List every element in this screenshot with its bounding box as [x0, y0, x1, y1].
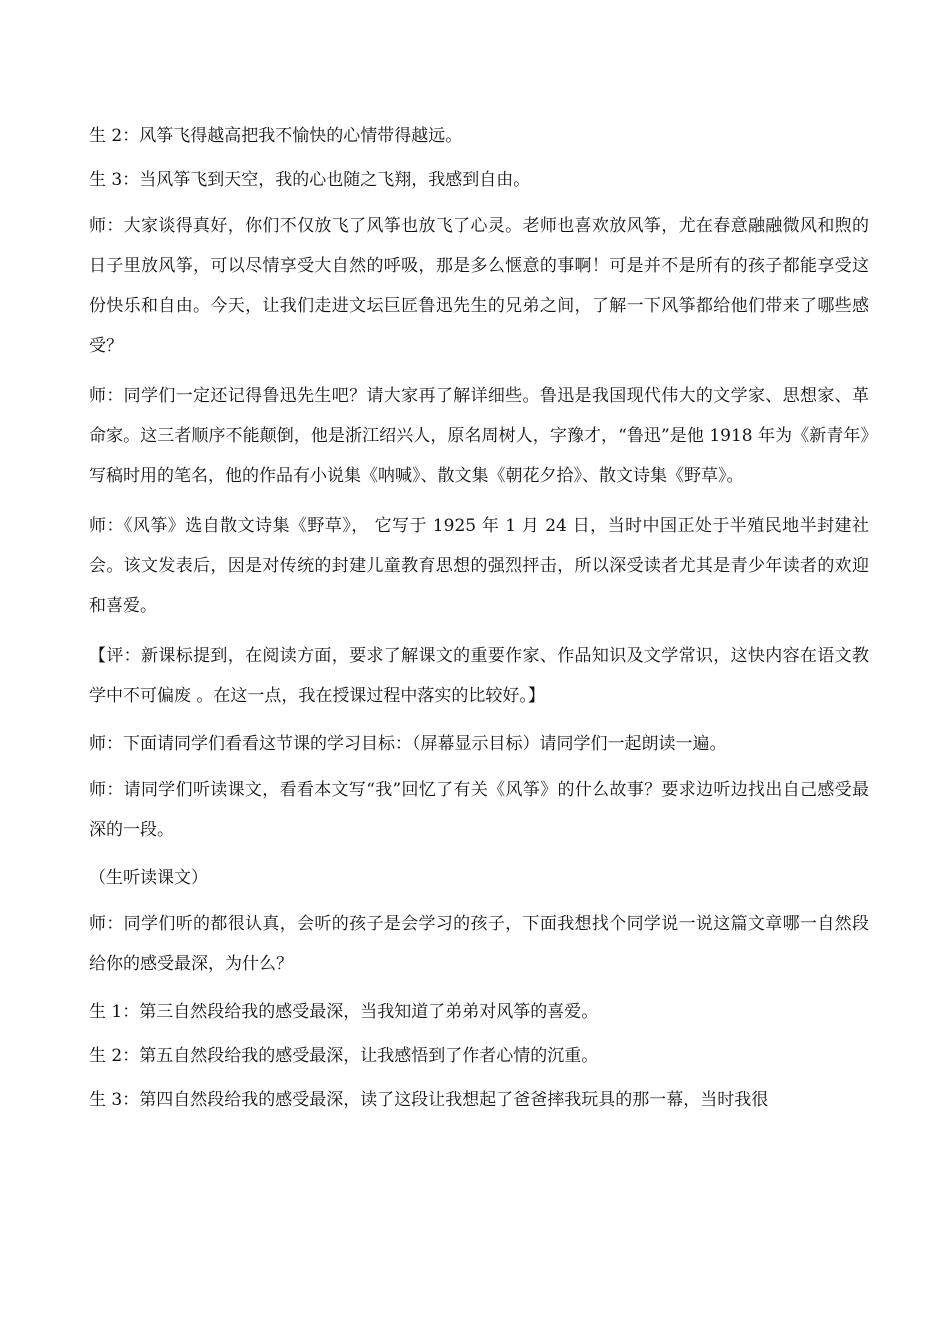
paragraph-student-2-answer: 生 2：第五自然段给我的感受最深，让我感悟到了作者心情的沉重。 [89, 1046, 599, 1066]
paragraph-student-3-answer: 生 3：第四自然段给我的感受最深，读了这段让我想起了爸爸摔我玩具的那一幕，当时我很 [89, 1090, 769, 1110]
paragraph-teacher-luxun: 师：同学们一定还记得鲁迅先生吧？请大家再了解详细些。鲁迅是我国现代伟大的文学家、思想家、革命家。这三者顺序不能颠倒，他是浙江绍兴人，原名周树人，字豫才，“鲁迅”是他 1918 年为《新青年》写稿时用的笔名，他的作品有小说集《呐喊》、散文集《朝花夕拾》、散文诗集《野草》。 [89, 386, 869, 486]
paragraph-teacher-goals: 师：下面请同学们看看这节课的学习目标：（屏幕显示目标）请同学们一起朗读一遍。 [89, 734, 727, 754]
paragraph-students-listen: （生听读课文） [89, 868, 208, 888]
paragraph-teacher-intro: 师：大家谈得真好，你们不仅放飞了风筝也放飞了心灵。老师也喜欢放风筝，尤在春意融融微风和煦的日子里放风筝，可以尽情享受大自然的呼吸，那是多么惬意的事啊！可是并不是所有的孩子都能享受这份快乐和自由。今天，让我们走进文坛巨匠鲁迅先生的兄弟之间，了解一下风筝都给他们带来了哪些感受？ [89, 216, 869, 356]
document-body [89, 118, 869, 1126]
paragraph-student-1-answer: 生 1：第三自然段给我的感受最深，当我知道了弟弟对风筝的喜爱。 [89, 1002, 599, 1022]
paragraph-teacher-kite-background: 师：《风筝》选自散文诗集《野草》， 它写于 1925 年 1 月 24 日，当时中国正处于半殖民地半封建社会。该文发表后，因是对传统的封建儿童教育思想的强烈抨击，所以深受读者尤其是青少年读者的欢迎和喜爱。 [89, 516, 869, 616]
paragraph-comment: 【评：新课标提到，在阅读方面，要求了解课文的重要作家、作品知识及文学常识，这快内容在语文教学中不可偏废 。在这一点，我在授课过程中落实的比较好。】 [89, 646, 869, 706]
paragraph-teacher-question: 师：同学们听的都很认真，会听的孩子是会学习的孩子，下面我想找个同学说一说这篇文章哪一自然段给你的感受最深，为什么？ [89, 914, 869, 974]
paragraph-student-2: 生 2：风筝飞得越高把我不愉快的心情带得越远。 [89, 126, 463, 146]
paragraph-student-3: 生 3：当风筝飞到天空，我的心也随之飞翔，我感到自由。 [89, 170, 531, 190]
paragraph-teacher-listen: 师：请同学们听读课文，看看本文写“我”回忆了有关《风筝》的什么故事？要求边听边找出自己感受最深的一段。 [89, 780, 869, 840]
